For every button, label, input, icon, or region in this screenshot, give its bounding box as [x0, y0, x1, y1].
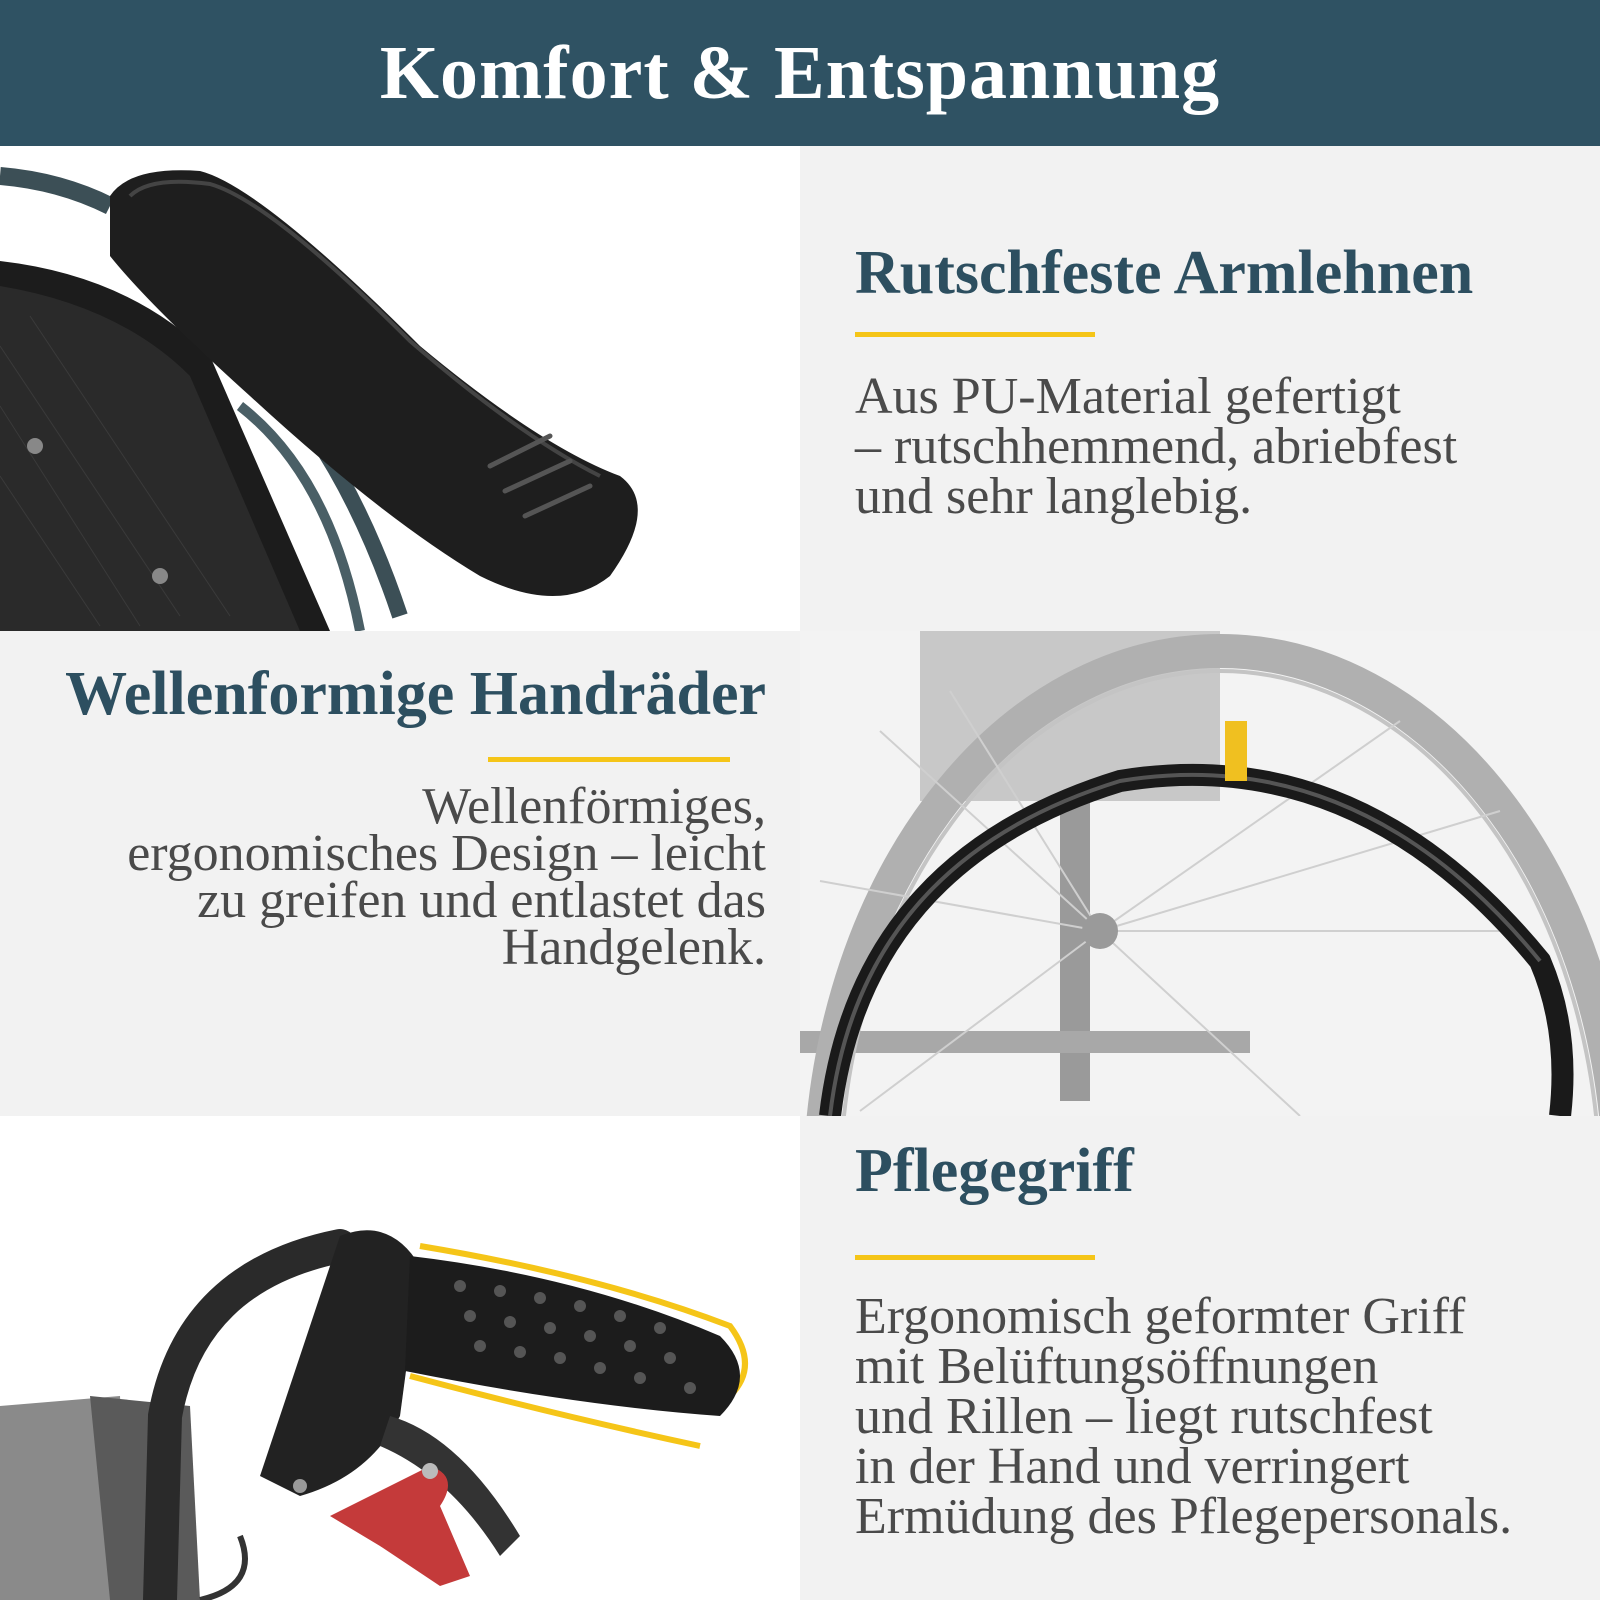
feature-handrim [0, 631, 800, 1116]
feature-text-handrim [127, 778, 766, 976]
accent-bar [855, 332, 1095, 337]
text-line: und Rillen – liegt rutschfest [855, 1388, 1433, 1445]
text-line: Ermüdung des Pflegepersonals. [855, 1488, 1513, 1545]
feature-title-handrim: Wellenformige Handräder [65, 660, 766, 728]
accent-bar [855, 1255, 1095, 1260]
feature-text-push-handle [855, 1288, 1513, 1545]
feature-title-armrest: Rutschfeste Armlehnen [855, 239, 1474, 307]
text-line: Aus PU-Material gefertigt [855, 368, 1401, 425]
text-line: mit Belüftungsöffnungen [855, 1338, 1379, 1395]
handrim-wheel-photo [800, 631, 1600, 1116]
text-line: ergonomisches Design – leicht [127, 825, 766, 882]
banner-header [0, 0, 1600, 146]
armrest-photo [0, 146, 800, 631]
feature-text-armrest [855, 368, 1458, 525]
text-line: zu greifen und entlastet das [197, 872, 766, 929]
push-handle-brake-photo [0, 1116, 800, 1600]
page-title: Komfort & Entspannung [379, 30, 1221, 115]
text-line: Ergonomisch geformter Griff [855, 1288, 1466, 1345]
feature-push-handle [800, 1116, 1600, 1600]
text-line: und sehr langlebig. [855, 468, 1253, 525]
text-line: Wellenförmiges, [422, 778, 766, 835]
text-line: in der Hand und verringert [855, 1438, 1410, 1495]
feature-armrest [800, 146, 1600, 631]
text-line: – rutschhemmend, abriebfest [855, 418, 1458, 475]
text-line: Handgelenk. [501, 919, 766, 976]
accent-bar [488, 757, 730, 762]
feature-title-push-handle: Pflegegriff [855, 1137, 1134, 1205]
